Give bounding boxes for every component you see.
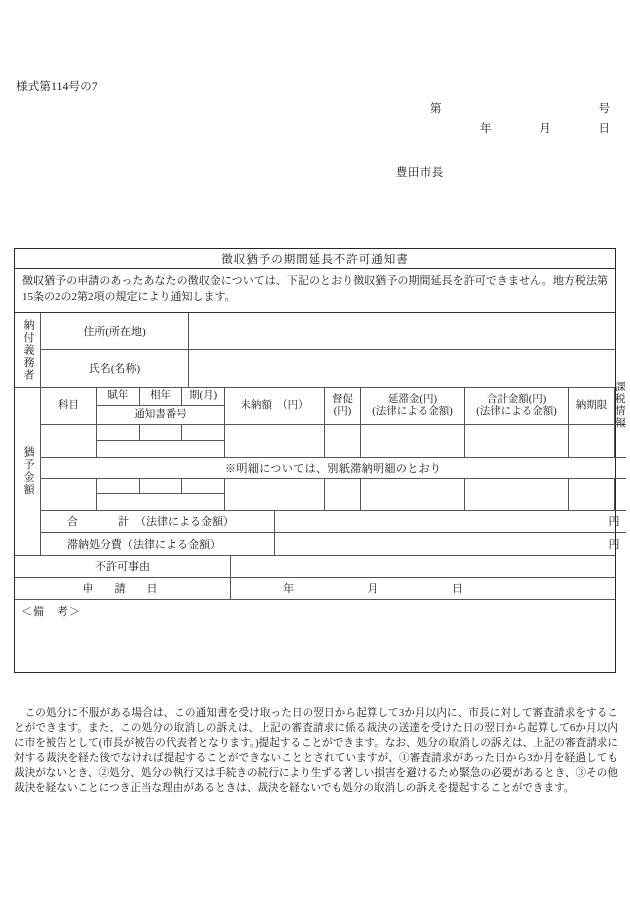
cell-goukei[interactable] [465,479,569,510]
total-goukei-label-sub: （法律による金額） [135,516,234,529]
notification-form [14,248,626,673]
total-taino-unit: 円 [608,538,620,551]
col-entaikin [361,388,465,424]
application-day-label: 日 [452,583,463,596]
total-taino-label-sub: （法律による金額） [122,538,221,551]
cell-noukigen[interactable] [569,479,615,510]
application-date-label [15,578,231,599]
payer-name-row [41,350,615,387]
cell-tokusoku[interactable] [325,479,361,510]
col-kazei-joho: 課税情報 [615,381,626,429]
total-taino-label-main: 滞納処分費 [67,538,122,551]
cell-noukigen[interactable] [569,425,615,457]
amounts-vertical-label-text: 猶予金額 [22,446,34,497]
legal-notice-text: この処分に不服がある場合は、この通知書を受け取った日の翌日から起算して3か月以内に、市長に対して審査請求をすることができます。また、この処分の取消しの訴えは、上記の審査請求に係る裁決の送達を受けた日の翌日から起算して6か月以内に市を被告として(市長が被告の代表者となります。)提起することができます。なお、処分の取消しの訴えは、上記の審査請求に対する裁決を経た後でなければ提起することができないこととされていますが、①審査請求があった日から3か月を経過しても裁決がないとき、②処分、処分の執行又は手続きの続行により生ずる著しい損害を避けるため緊急の必要があるとき、③その他裁決を経ないことにつき正当な理由があるときは、裁決を経ないでも処分の取消しの訴えを提起することができます。 [14,708,618,795]
reason-value[interactable] [231,556,615,577]
amounts-vertical-label [15,388,41,555]
col-year-top [97,388,224,406]
payer-vertical-label-text: 納付義務者 [22,318,34,382]
cell-kazei-joho[interactable] [615,479,626,510]
cell-kamoku[interactable] [41,479,97,510]
application-date-row [15,578,615,600]
issuer-name: 豊田市長 [396,167,444,179]
total-row-taino [41,533,626,555]
detail-note-row: ※明細については、別紙滞納明細のとおり [41,457,626,479]
payer-address-row [41,313,615,350]
cell-ki[interactable] [182,479,224,494]
col-funen: 賦年 [97,388,140,405]
document-date-month-label: 月 [539,123,551,135]
col-kamoku: 科目 [41,388,97,424]
total-taino-label [41,533,275,555]
document-number-label: 第 [430,103,442,115]
cell-kamoku[interactable] [41,425,97,457]
cell-unpaid-amount[interactable] [225,425,325,457]
payer-name-label: 氏名(名称) [41,350,189,387]
payer-name-value[interactable] [189,350,615,387]
col-goukei-line2: (法律による金額) [476,405,557,417]
remarks-label: ＜備 考＞ [21,605,81,618]
payer-address-value[interactable] [189,313,615,349]
payer-address-label: 住所(所在地) [41,313,189,349]
table-row[interactable] [41,479,626,511]
remarks-section[interactable] [15,600,615,672]
cell-funen[interactable] [97,479,140,494]
col-entaikin-line2: (法律による金額) [372,405,453,417]
col-entaikin-line1: 延滞金(円) [388,393,437,405]
application-date-label-text: 申 請 日 [82,583,163,596]
document-date-day-label: 日 [598,123,610,135]
cell-kazei-joho[interactable] [615,425,626,457]
amounts-header-row [41,381,626,429]
col-ki: 期(月) [189,390,218,402]
cell-tsuchisho-bango[interactable] [97,494,224,510]
cell-tsuchisho-bango[interactable] [97,441,224,457]
cell-ki[interactable] [182,425,224,440]
amounts-section [15,381,626,556]
payer-vertical-label [15,313,41,387]
payer-fields [41,313,615,387]
col-unpaid-amount: 未納額 （円） [225,388,325,424]
total-goukei-value-cell[interactable] [275,511,626,532]
col-year-group [97,388,225,424]
reason-row [15,556,615,578]
total-goukei-label [41,511,275,532]
col-noukigen: 納期限 [569,388,615,424]
cell-year-top[interactable] [97,425,224,441]
cell-year-group[interactable] [97,479,225,510]
document-number-line [430,100,610,116]
payer-section [15,313,615,388]
document-number-unit: 号 [598,103,610,115]
cell-unpaid-amount[interactable] [225,479,325,510]
application-date-value[interactable] [231,578,615,599]
cell-tokusoku[interactable] [325,425,361,457]
reason-label: 不許可事由 [15,556,231,577]
cell-goukei[interactable] [465,425,569,457]
cell-entaikin[interactable] [361,425,465,457]
col-sonen: 相年 [140,388,183,405]
application-date-blanks [283,580,463,596]
application-year-label: 年 [283,583,294,596]
form-title-row [15,249,615,269]
cell-year-top[interactable] [97,479,224,495]
col-tokusoku-line2: (円) [333,405,352,417]
cell-entaikin[interactable] [361,479,465,510]
col-goukei-line1: 合計金額(円) [486,393,547,405]
form-intro-row [15,269,615,313]
cell-year-group[interactable] [97,425,225,457]
application-month-label: 月 [367,583,379,596]
document-date-line [480,120,610,136]
table-row[interactable] [41,425,626,457]
total-taino-value-cell[interactable] [275,533,626,555]
total-goukei-label-main: 合 計 [67,516,135,529]
total-goukei-unit: 円 [608,516,620,529]
form-intro-text: 徴収猶予の申請のあったあなたの徴収金については、下記のとおり徴収猶予の期間延長を許可できません。地方税法第15条の2の2第2項の規定により通知します。 [22,275,608,303]
form-title: 徴収猶予の期間延長不許可通知書 [221,253,409,266]
total-row-goukei [41,511,626,533]
cell-funen[interactable] [97,425,140,440]
col-tokusoku-line1: 督促 [332,393,353,405]
cell-sonen[interactable] [140,425,183,440]
legal-notice [14,706,618,796]
form-number: 様式第114号の7 [16,81,98,93]
col-tokusoku [325,388,361,424]
document-date-year-label: 年 [480,123,492,135]
col-goukei [465,388,569,424]
cell-sonen[interactable] [140,479,183,494]
amounts-grid [41,381,626,555]
col-tsuchisho-bango: 通知書番号 [134,408,187,420]
